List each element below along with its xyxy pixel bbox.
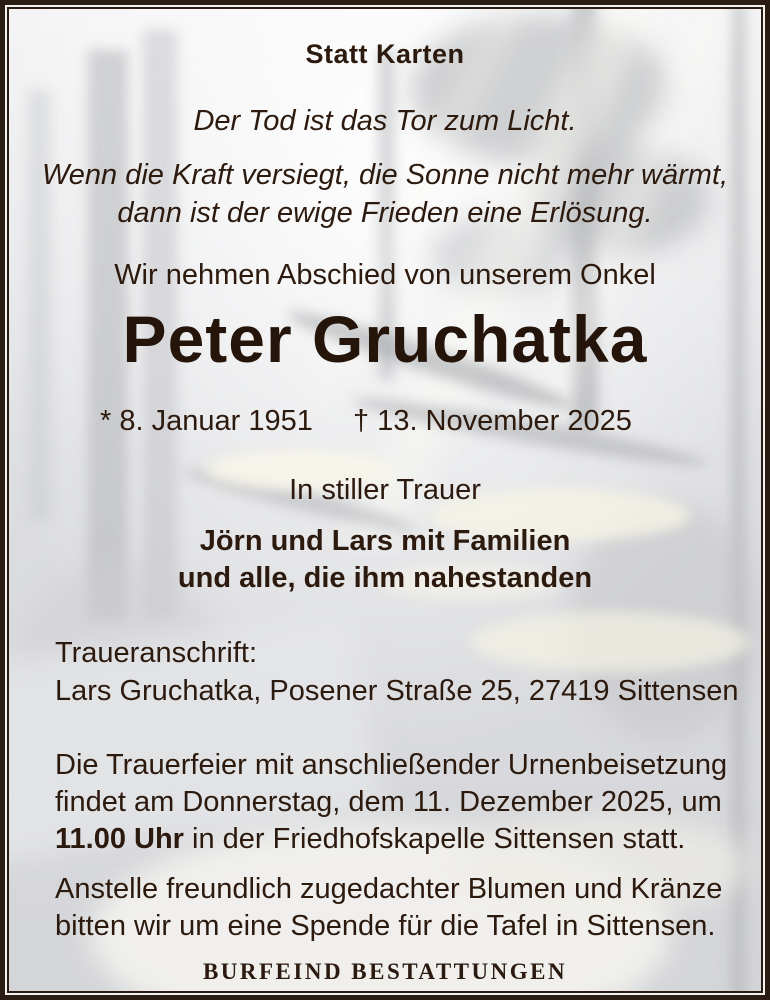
- mourners-line-2: und alle, die ihm nahestanden: [177, 562, 593, 594]
- quote-line-1: Der Tod ist das Tor zum Licht.: [193, 105, 577, 137]
- service-line-1: Die Trauerfeier mit anschließender Urnenbeisetzung: [55, 749, 728, 781]
- mourners-line-1: Jörn und Lars mit Familien: [199, 525, 571, 557]
- address-text: Lars Gruchatka, Posener Straße 25, 27419 Sittensen: [55, 675, 739, 707]
- deceased-name: Peter Gruchatka: [122, 302, 648, 376]
- birth-date: * 8. Januar 1951: [100, 405, 313, 437]
- donation-line-1: Anstelle freundlich zugedachter Blumen und Kränze: [55, 873, 723, 905]
- quote-line-3: dann ist der ewige Frieden eine Erlösung.: [117, 197, 653, 229]
- header-statt-karten: Statt Karten: [305, 39, 465, 69]
- funeral-home-logo: BURFEIND BESTATTUNGEN: [202, 959, 568, 984]
- death-date: † 13. November 2025: [353, 405, 632, 437]
- service-line-3: [55, 822, 685, 857]
- service-line-2: findet am Donnerstag, dem 11. Dezember 2025, um: [55, 786, 722, 818]
- mourning-heading: In stiller Trauer: [289, 474, 481, 506]
- service-location: in der Friedhofskapelle Sittensen statt.: [183, 823, 686, 855]
- service-time: 11.00 Uhr: [55, 823, 184, 855]
- life-dates: [0, 405, 770, 445]
- address-label: Traueranschrift:: [55, 637, 257, 669]
- donation-line-2: bitten wir um eine Spende für die Tafel in Sittensen.: [55, 910, 716, 942]
- quote-line-2: Wenn die Kraft versiegt, die Sonne nicht mehr wärmt,: [41, 159, 729, 191]
- intro-text: Wir nehmen Abschied von unserem Onkel: [114, 259, 656, 291]
